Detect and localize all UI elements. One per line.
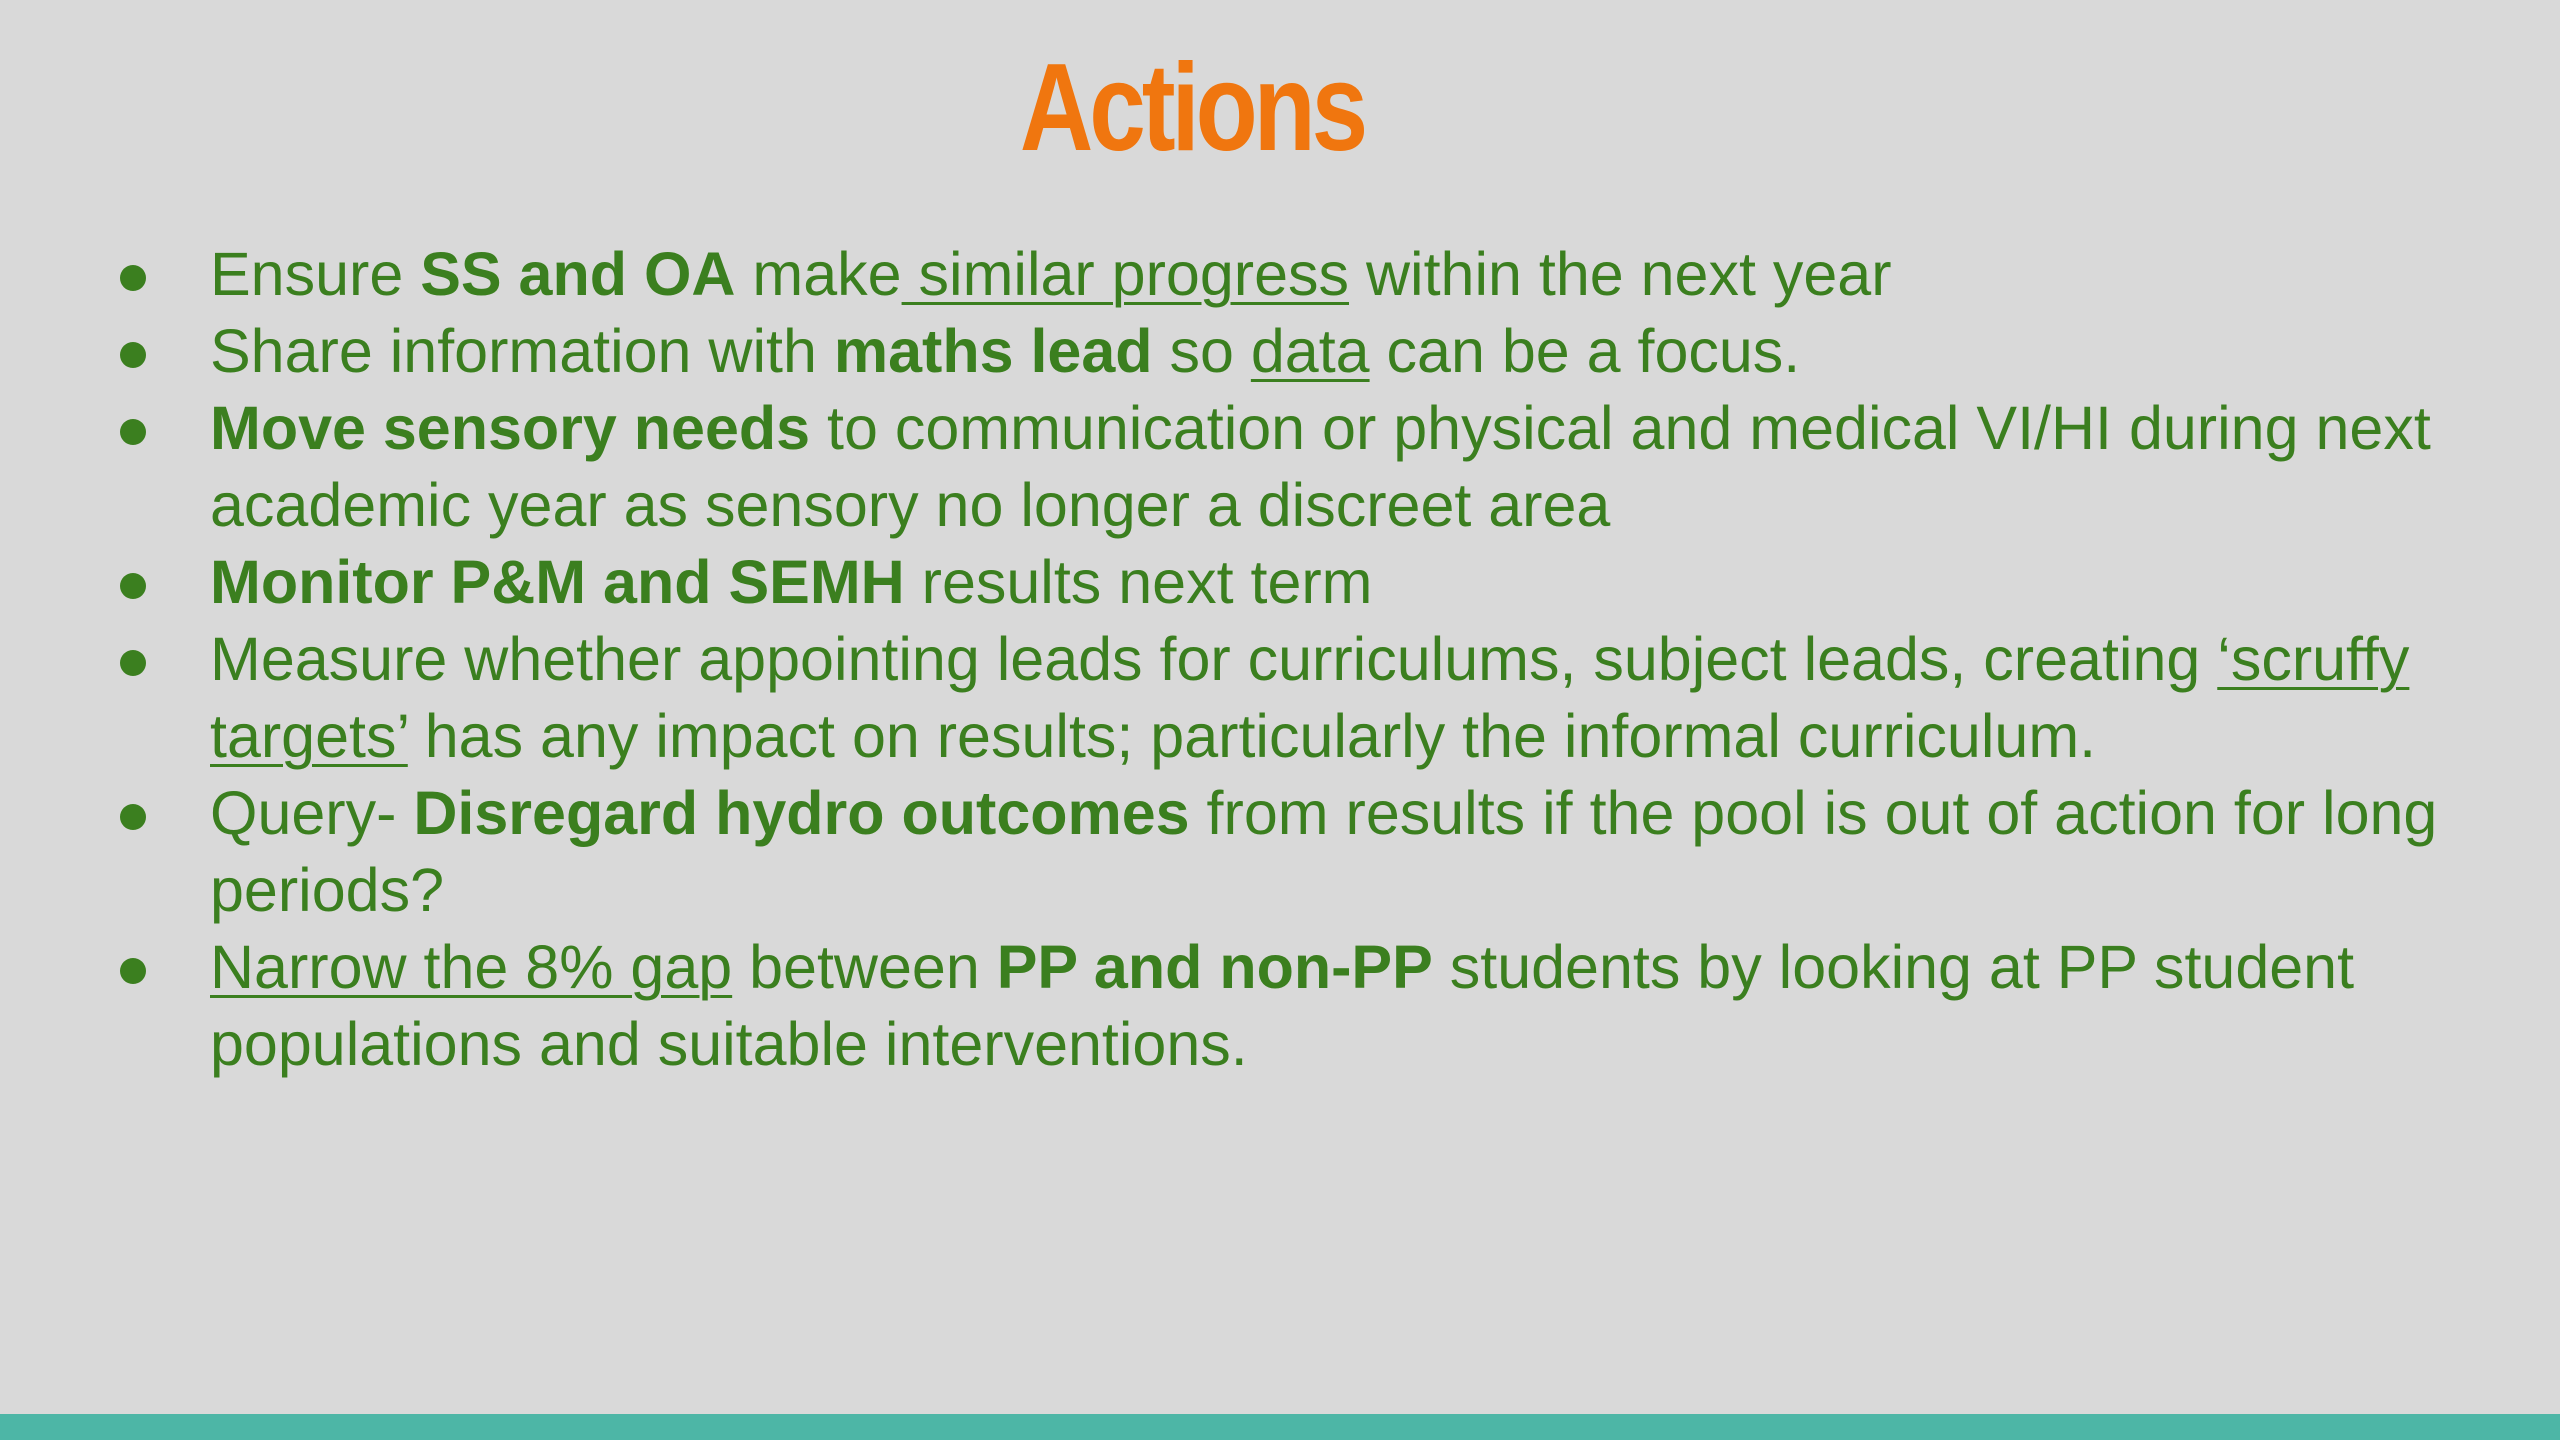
bullet-text-run-bold: Move sensory needs: [210, 394, 811, 462]
bullet-text-run: from results if the pool is out of action for long periods?: [210, 779, 2438, 924]
bullet-item: [0, 313, 2560, 390]
bullet-item: [0, 621, 2560, 775]
bullet-icon: [120, 958, 146, 984]
bullet-icon: [120, 419, 146, 445]
bullet-icon: [120, 265, 146, 291]
bullet-icon: [120, 650, 146, 676]
bullet-text-run-bold: maths lead: [833, 317, 1153, 385]
bullet-item: [0, 929, 2560, 1083]
bullet-text-run: students by looking at PP student populations and suitable interventions.: [210, 933, 2355, 1078]
bullet-item: [0, 775, 2560, 929]
footer-accent-bar: [0, 1414, 2560, 1440]
bullet-text-run-underlined: data: [1250, 317, 1370, 385]
bullet-text-run: make: [735, 240, 902, 308]
bullet-icon: [120, 573, 146, 599]
bullet-text-run: Query-: [210, 779, 414, 847]
bullet-item: [0, 236, 2560, 313]
bullet-text-run-underlined: Narrow the 8% gap: [210, 933, 733, 1001]
bullet-text-run-bold: Disregard hydro outcomes: [413, 779, 1190, 847]
bullet-text-run-underlined: ‘scruffy targets’: [210, 625, 2410, 770]
bullet-icon: [120, 804, 146, 830]
action-list: [0, 236, 2560, 1083]
bullet-text-run: results next term: [904, 548, 1373, 616]
bullet-text-run: within the next year: [1349, 240, 1892, 308]
bullet-item: [0, 544, 2560, 621]
bullet-item: [0, 390, 2560, 544]
bullet-text-run-bold: Monitor P&M and SEMH: [210, 548, 905, 616]
bullet-text-run: Share information with: [210, 317, 834, 385]
bullet-text-run: Ensure: [210, 240, 421, 308]
slide-title: Actions: [1019, 39, 1365, 177]
bullet-text-run: has any impact on results; particularly the informal curriculum.: [407, 702, 2097, 770]
bullet-text-run-bold: PP and non-PP: [996, 933, 1433, 1001]
bullet-icon: [120, 342, 146, 368]
bullet-text-run: can be a focus.: [1369, 317, 1801, 385]
bullet-text-run: between: [732, 933, 997, 1001]
bullet-text-run-bold: SS and OA: [420, 240, 736, 308]
bullet-text-run: to communication or physical and medical VI/HI during next academic year as sensory no longer a discreet area: [210, 394, 2431, 539]
bullet-text-run: Measure whether appointing leads for curriculums, subject leads, creating: [210, 625, 2218, 693]
bullet-text-run-underlined: similar progress: [901, 240, 1350, 308]
bullet-text-run: so: [1152, 317, 1251, 385]
